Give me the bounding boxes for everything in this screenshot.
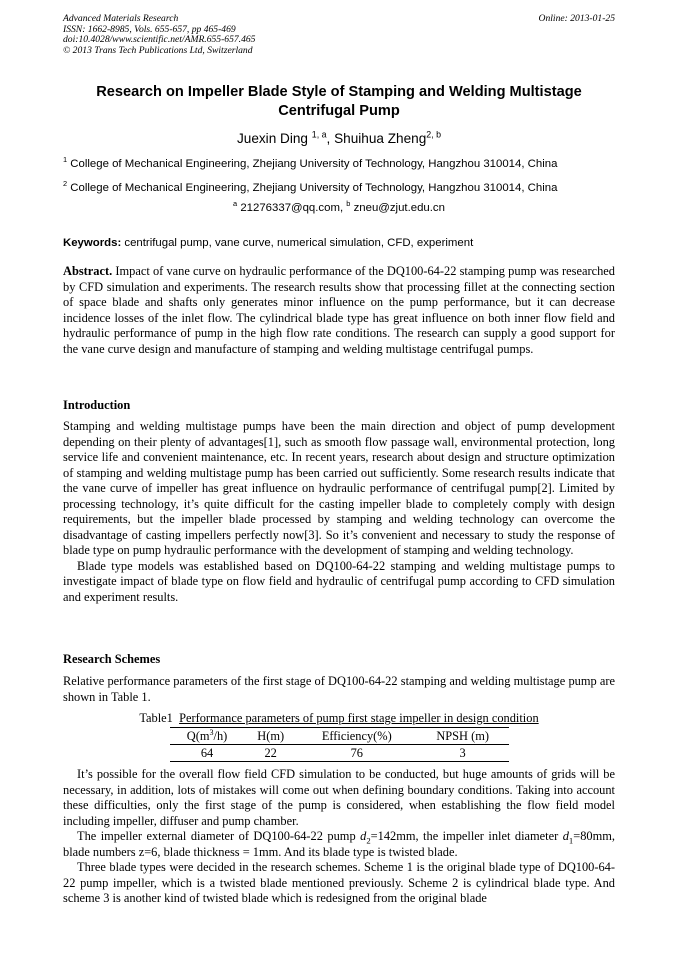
email-a: 21276337@qq.com, bbox=[240, 202, 347, 214]
online-date: Online: 2013-01-25 bbox=[538, 13, 615, 24]
author-1-name: Juexin Ding bbox=[236, 131, 308, 146]
table-caption-label: Table1 bbox=[139, 711, 173, 725]
author-2-affil: 2, b bbox=[426, 129, 442, 140]
table-header-flow: $Q(m^3/h)$ bbox=[186, 727, 228, 743]
doi-line: doi:10.4028/www.scientific.net/AMR.655-657.465 bbox=[63, 34, 256, 46]
introduction-paragraph-2: Blade type models was established based on DQ100-64-22 stamping and welding multistage pumps to investigate impact of blade type on flow field and hydraulic of centrifugal pump according to CFD simulation and experiment results. bbox=[63, 558, 615, 604]
title-line-2: Centrifugal Pump bbox=[278, 102, 400, 119]
table-caption-text: Performance parameters of pump first stage impeller in design condition bbox=[179, 711, 539, 725]
email-b-marker: b bbox=[346, 199, 351, 209]
table-cell-efficiency: 76 bbox=[350, 745, 363, 760]
table-cell-flow: 64 bbox=[200, 745, 214, 760]
paper-title bbox=[63, 83, 615, 120]
copyright-line: © 2013 Trans Tech Publications Ltd, Switzerland bbox=[63, 44, 253, 56]
author-separator: , bbox=[326, 131, 335, 146]
table-header-row bbox=[170, 728, 509, 745]
journal-name: Advanced Materials Research bbox=[63, 13, 179, 24]
performance-table bbox=[170, 727, 509, 762]
abstract-text: Impact of vane curve on hydraulic performance of the DQ100-64-22 stamping pump was researched by CFD simulation and experiments. The research results show that processing fillet at the connecting section of space blade and shafts only generates minor influence on the pump performance, but it can decrease incidence losses of the inlet flow. The cylindrical blade type has great influence on both inner flow field and hydraulic performance of pump in the high flow rate conditions. The research can supply a good support for the vane curve design and manufacture of stamping and welding multistage centrifugal pumps. bbox=[63, 264, 615, 356]
author-1-affil: 1, a bbox=[311, 129, 327, 140]
table-row bbox=[170, 745, 509, 762]
research-schemes-paragraph-4: Three blade types were decided in the research schemes. Scheme 1 is the original blade type of DQ100-64-22 pump impeller, which is a twisted blade mentioned previously. Scheme 2 is cylindrical blade type. And scheme 3 is another kind of twisted blade which is redesigned from the original blade bbox=[63, 860, 615, 905]
affiliation-2-text: College of Mechanical Engineering, Zhejiang University of Technology, Hangzhou 310014, China bbox=[70, 182, 558, 194]
author-2-name: Shuihua Zheng bbox=[334, 131, 427, 146]
introduction-body bbox=[63, 419, 615, 605]
table-cell-npsh: 3 bbox=[459, 745, 466, 760]
table-caption bbox=[63, 711, 615, 726]
keywords-label: Keywords: bbox=[63, 237, 122, 249]
abstract bbox=[63, 264, 615, 357]
section-heading-research-schemes: Research Schemes bbox=[63, 652, 161, 666]
author-line bbox=[63, 130, 615, 147]
affiliation-1 bbox=[63, 157, 623, 171]
title-line-1: Research on Impeller Blade Style of Stamping and Welding Multistage bbox=[96, 84, 582, 100]
research-schemes-body bbox=[63, 767, 615, 907]
table-header-npsh: NPSH (m) bbox=[436, 728, 489, 743]
issn-line: ISSN: 1662-8985, Vols. 655-657, pp 465-469 bbox=[63, 23, 236, 35]
section-heading-introduction: Introduction bbox=[63, 398, 131, 412]
keywords-text: centrifugal pump, vane curve, numerical simulation, CFD, experiment bbox=[124, 237, 474, 249]
abstract-label: Abstract. bbox=[63, 264, 113, 278]
email-line bbox=[63, 201, 615, 215]
affiliation-1-text: College of Mechanical Engineering, Zhejiang University of Technology, Hangzhou 310014, China bbox=[70, 158, 558, 170]
affiliation-2 bbox=[63, 181, 623, 195]
introduction-paragraph-1: Stamping and welding multistage pumps have been the main direction and object of pump development depending on their plenty of advantages[1], such as smooth flow passage wall, environmental protection, long service life and convenient maintenance, etc. In recent years, research about design and structure optimization of stamping and welding multistage pump has been carried out sufficiently. Some research results indicate that the vane curve of impeller has great influence on hydraulic performance of centrifugal pump[2]. Limited by processing technology, it’s quite difficult for the casting impeller blade to completely comply with design requirements, but the impeller blade processed by stamping and welding technology can overcome the disadvantage of casting impellers perfectly now[3]. So it’s convenient and necessary to study the response of blade type on pump hydraulic performance with the development of stamping and welding technology. bbox=[63, 419, 615, 557]
research-schemes-paragraph-1: Relative performance parameters of the first stage of DQ100-64-22 stamping and welding multistage pump are shown in Table 1. bbox=[63, 674, 615, 704]
table-cell-head: 22 bbox=[264, 745, 277, 760]
table-header-efficiency: Efficiency(%) bbox=[321, 728, 392, 743]
email-a-marker: a bbox=[233, 199, 238, 209]
research-schemes-paragraph-3: The impeller external diameter of DQ100-64-22 pump $d_2=142mm$, the impeller inlet diameter $d_1=80mm$, blade numbers z=6, blade thickness = 1mm. And its blade type is twisted blade. bbox=[63, 829, 615, 859]
affiliation-2-number: 2 bbox=[63, 179, 68, 189]
email-b: zneu@zjut.edu.cn bbox=[353, 202, 445, 214]
research-schemes-intro bbox=[63, 674, 615, 705]
journal-header bbox=[63, 14, 615, 56]
affiliation-1-number: 1 bbox=[63, 155, 68, 165]
keywords bbox=[63, 236, 623, 250]
research-schemes-paragraph-2: It’s possible for the overall flow field CFD simulation to be conducted, but huge amounts of grids will be necessary, in addition, lots of mistakes will come out when defining boundary conditions. Taking into account these difficulties, only the first stage of the pump is considered, when establishing the flow field model including impeller, diffuser and pump chamber. bbox=[63, 767, 615, 828]
table-header-head: H(m) bbox=[257, 728, 285, 743]
